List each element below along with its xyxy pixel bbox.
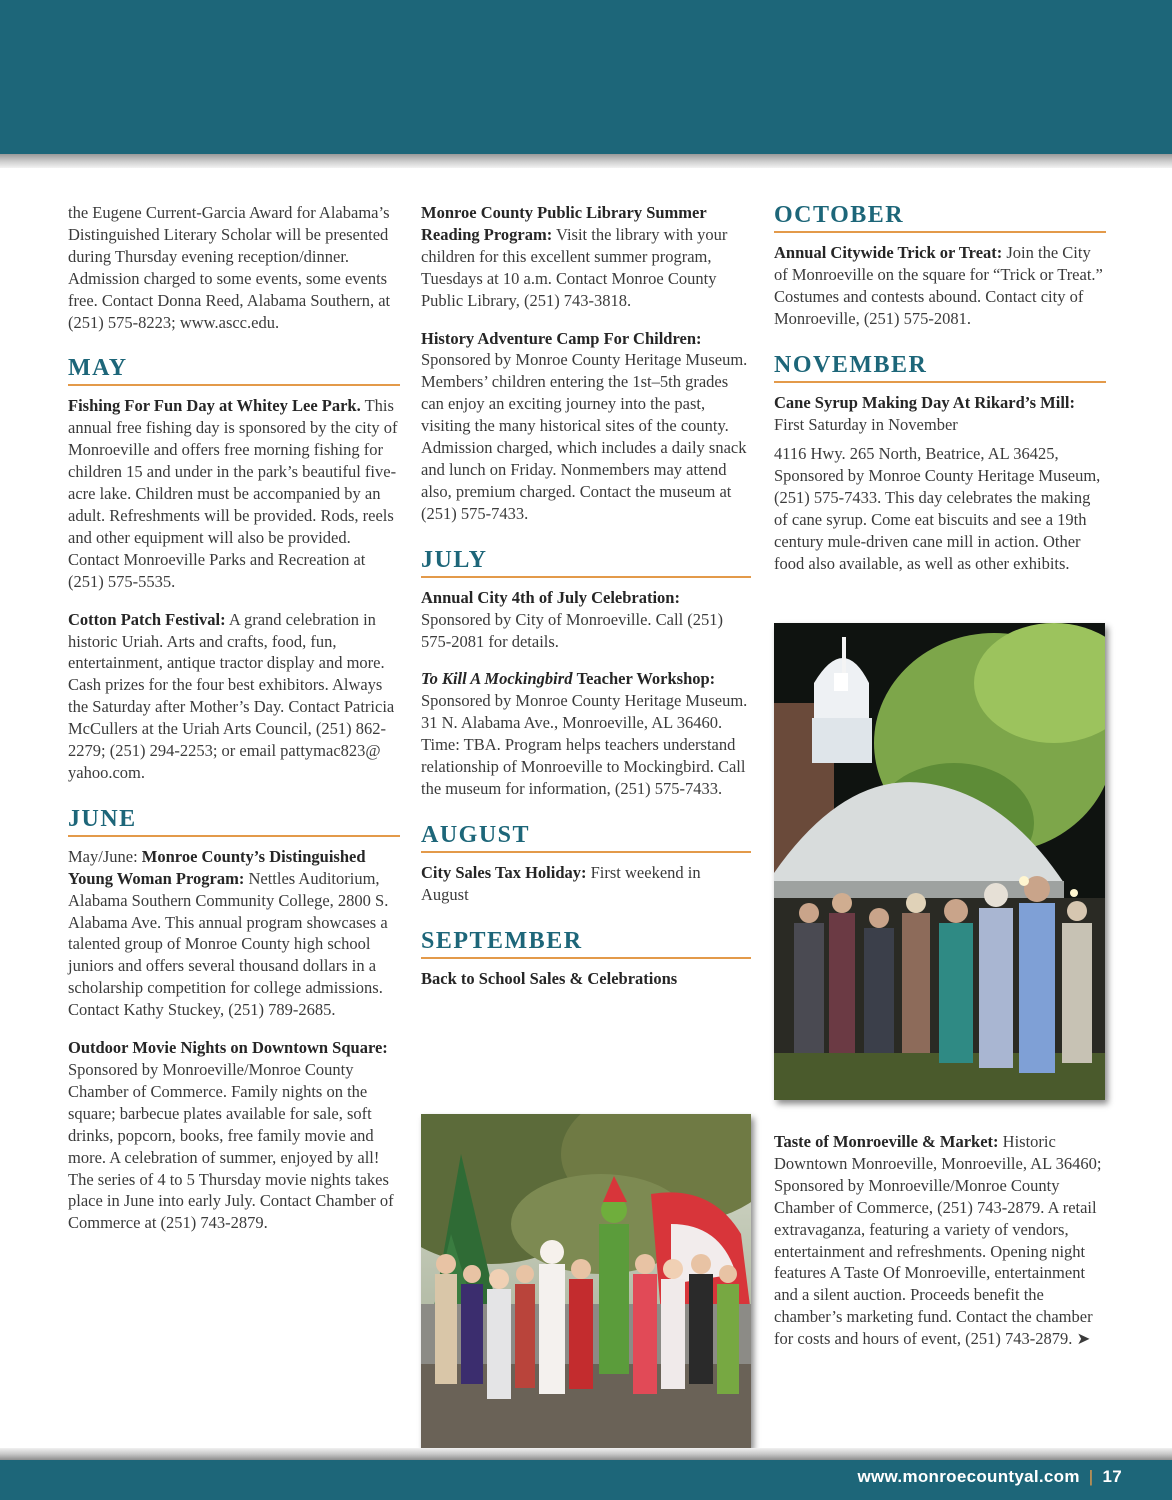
event-body: Join the City of Monroeville on the square for “Trick or Treat.” Costumes and contests abound. Contact city of Monroeville, (251) 575-2081. — [774, 243, 1103, 328]
event-body: Nettles Auditorium, Alabama Southern Community College, 2800 S. Alabama Ave. This annual program showcases a talented group of Monroe County high school juniors and offers several thousand dollars in a scholarship competition for college admissions. Contact Kathy Stuckey, (251) 789-2685. — [68, 868, 389, 1020]
footer-divider — [0, 1448, 1172, 1460]
month-heading-september: SEPTEMBER — [421, 928, 751, 959]
month-heading-june: JUNE — [68, 806, 400, 837]
event-title-italic: To Kill A Mockingbird — [421, 669, 573, 689]
event-trick-or-treat — [774, 242, 1106, 330]
month-heading-november: NOVEMBER — [774, 352, 1106, 383]
column-1 — [68, 202, 400, 1250]
event-title: Monroe County’s Distinguished Young Woman Program: — [68, 846, 366, 888]
event-when: First Saturday in November — [774, 414, 958, 434]
page-number: 17 — [1102, 1467, 1122, 1486]
event-title: Outdoor Movie Nights on Downtown Square: — [68, 1038, 388, 1058]
month-heading-july: JULY — [421, 547, 751, 578]
event-title: Annual Citywide Trick or Treat: — [774, 243, 1003, 262]
event-fishing-for-fun — [68, 395, 400, 592]
event-cotton-patch — [68, 609, 400, 784]
event-title: Cane Syrup Making Day At Rikard’s Mill: — [774, 392, 1075, 412]
event-title: Taste of Monroeville & Market: — [774, 1132, 999, 1151]
header-band — [0, 0, 1172, 154]
event-body: This annual free fishing day is sponsored by the city of Monroeville and offers free morning fishing for children 15 and under in the park’s beautiful five-acre lake. Children must be accompanied by an adult. Refreshments will be provided. Rods, reels and other equipment will also be provided. Contact Monroeville Parks and Recreation at (251) 575-5535. — [68, 396, 398, 591]
event-body: Historic Downtown Monroeville, Monroeville, AL 36460; Sponsored by Monroeville/Monroe County Chamber of Commerce, (251) 743-2879. A retail extravaganza, featuring a variety of vendors, entertainment and refreshments. Opening night features A Taste Of Monroeville, entertainment and a silent auction. Proceeds benefit the chamber’s marketing fund. Contact the chamber for costs and hours of event, (251) 743-2879. — [774, 1132, 1102, 1349]
event-title: Annual City 4th of July Celebration: — [421, 587, 680, 607]
event-mockingbird-workshop — [421, 668, 751, 799]
footer-url-link[interactable]: www.monroecountyal.com — [857, 1467, 1080, 1486]
christmas-parade-photo-illustration — [421, 1114, 751, 1448]
footer-separator: | — [1088, 1467, 1094, 1486]
event-july-4th — [421, 587, 751, 653]
event-movie-nights — [68, 1037, 400, 1234]
header-divider — [0, 154, 1172, 168]
continue-arrow-icon: ➤ — [1076, 1329, 1091, 1349]
month-heading-may: MAY — [68, 355, 400, 386]
event-body: Sponsored by Monroeville/Monroe County Chamber of Commerce. Family nights on the square; barbecue plates available for sale, soft drinks, popcorn, books, free family movie and more. A celebration of summer, enjoyed by all! The series of 4 to 5 Thursday movie nights takes place in June into early July. Contact Chamber of Commerce at (251) 743-2879. — [68, 1060, 394, 1233]
courthouse-night-photo-illustration — [774, 623, 1105, 1100]
event-library-summer-reading — [421, 202, 751, 312]
event-title: Cotton Patch Festival: — [68, 609, 226, 629]
footer-text — [857, 1467, 1122, 1487]
event-body: Sponsored by City of Monroeville. Call (251) 575-2081 for details. — [421, 609, 724, 651]
event-title: Monroe County Public Library Summer Reading Program: — [421, 203, 707, 244]
month-heading-august: AUGUST — [421, 822, 751, 853]
event-title: City Sales Tax Holiday: — [421, 862, 587, 882]
event-taste-of-monroeville — [774, 1131, 1106, 1350]
event-history-camp — [421, 328, 751, 525]
event-young-woman-program — [68, 846, 400, 1021]
month-heading-october: OCTOBER — [774, 202, 1106, 233]
column-2 — [421, 202, 751, 1006]
event-cane-syrup-details — [774, 443, 1106, 574]
event-title: Back to School Sales & Celebrations — [421, 968, 678, 988]
event-body: First weekend in August — [421, 862, 701, 904]
event-body: Sponsored by Monroe County Heritage Museum. Members’ children entering the 1st–5th grades can enjoy an exciting journey into the past, visiting the many historical sites of the county. Admission charged, which includes a daily snack and lunch on Friday. Nonmembers may attend also, premium charged. Contact the museum at (251) 575-7433. — [421, 350, 748, 523]
column-3 — [774, 202, 1106, 591]
event-title: History Adventure Camp For Children: — [421, 328, 702, 348]
courthouse-night-photo — [774, 623, 1105, 1100]
christmas-parade-photo — [421, 1114, 751, 1448]
event-body: Visit the library with your children for this excellent summer program, Tuesdays at 10 a.m. Contact Monroe County Public Library, (251) 743-3818. — [421, 224, 728, 310]
intro-paragraph: the Eugene Current-Garcia Award for Alabama’s Distinguished Literary Scholar will be presented during Thursday evening reception/dinner. Admission charged to some events, some events free. Contact Donna Reed, Alabama Southern, at (251) 575-8223; www.ascc.edu. — [68, 203, 391, 332]
event-body: 4116 Hwy. 265 North, Beatrice, AL 36425, Sponsored by Monroe County Heritage Museum, (251) 575-7433. This day celebrates the making of cane syrup. Come eat biscuits and see a 19th century mule-driven cane mill in action. Other food also available, as well as other exhibits. — [774, 444, 1101, 573]
event-title: Fishing For Fun Day at Whitey Lee Park. — [68, 396, 361, 416]
event-title: Teacher Workshop: — [576, 669, 716, 689]
event-cane-syrup-day — [774, 392, 1106, 436]
event-body: A grand celebration in historic Uriah. Arts and crafts, food, fun, entertainment, antique tractor display and more. Cash prizes for the four best exhibitors. Always the Saturday after Mother’s Day. Contact Patricia McCullers at the Uriah Arts Council, (251) 862-2279; (251) 294-2253; or email pattymac823@ yahoo.com. — [68, 609, 395, 782]
footer-band — [0, 1460, 1172, 1500]
event-body: Sponsored by Monroe County Heritage Museum. 31 N. Alabama Ave., Monroeville, AL 36460. Time: TBA. Program helps teachers understand relationship of Monroeville to Mockingbird. Call the museum for information, (251) 575-7433. — [421, 691, 748, 798]
event-sales-tax-holiday — [421, 862, 751, 906]
event-back-to-school — [421, 968, 751, 990]
event-prefix: May/June: — [68, 846, 138, 866]
column-3-lower — [774, 1131, 1106, 1366]
